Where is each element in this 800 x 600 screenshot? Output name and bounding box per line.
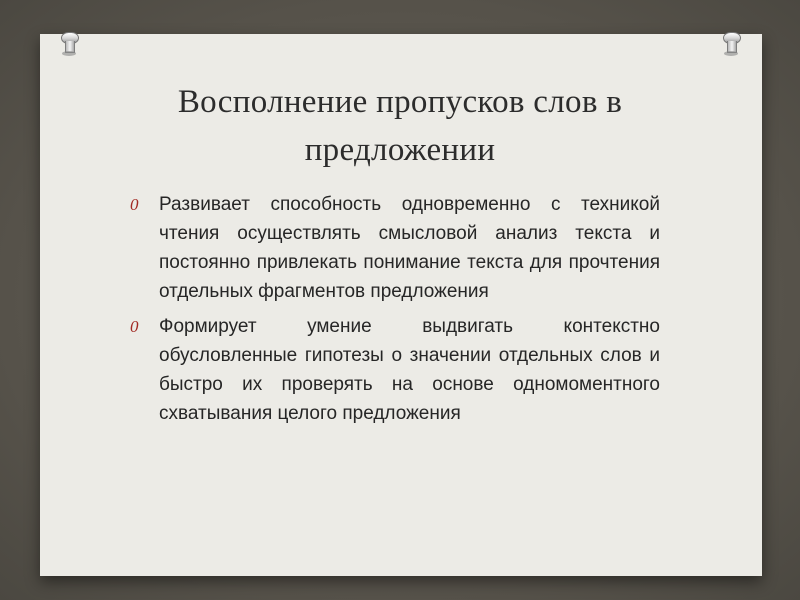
bullet-marker-icon: 0	[130, 317, 139, 336]
bullet-list	[130, 190, 660, 434]
pushpin-icon	[60, 32, 78, 56]
slide-title: Восполнение пропусков слов в предложении	[177, 84, 623, 168]
bullet-text: Развивает способность одновременно с техникой чтения осуществлять смысловой анализ текста и постоянно привлекать понимание текста для прочтения отдельных фрагментов предложения	[159, 194, 660, 302]
bullet-marker-icon: 0	[130, 195, 139, 214]
pushpin-icon	[722, 32, 740, 56]
bullet-item	[130, 190, 660, 306]
bullet-item	[130, 312, 660, 428]
bullet-text: Формирует умение выдвигать контекстно обусловленные гипотезы о значении отдельных слов и быстро их проверять на основе одномоментного схватывания целого предложения	[159, 316, 660, 424]
